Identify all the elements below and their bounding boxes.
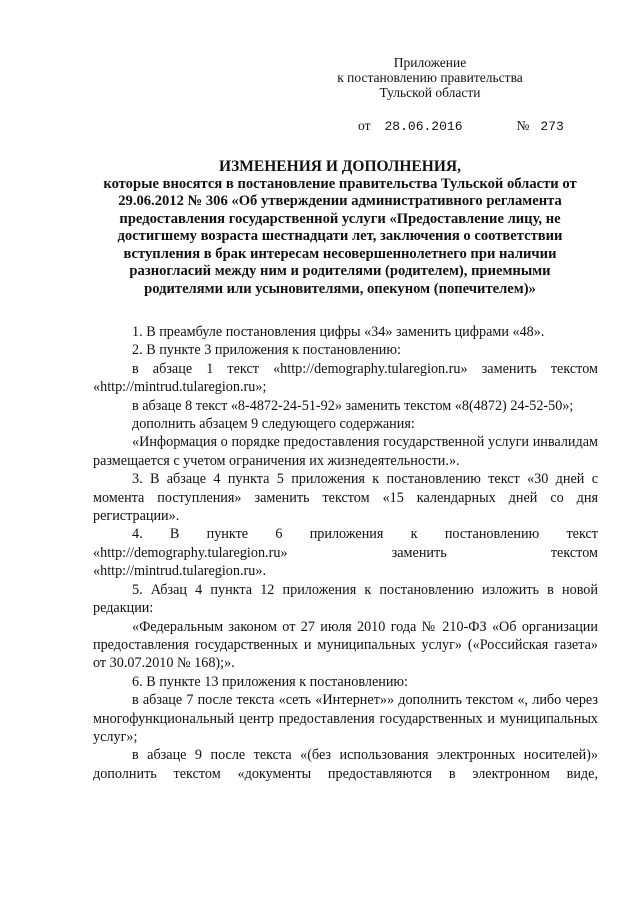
paragraph-3: в абзаце 1 текст «http://demography.tularegion.ru» заменить текстом «http://mintrud.tularegion.ru»; <box>93 360 598 396</box>
title-main: ИЗМЕНЕНИЯ И ДОПОЛНЕНИЯ, <box>219 158 461 175</box>
resolution-number: 273 <box>540 119 564 134</box>
paragraph-12: в абзаце 7 после текста «сеть «Интернет»» дополнить текстом «, либо через многофункциональный центр предоставления государственных и муниципальных услуг»; <box>93 692 598 745</box>
document-title <box>95 158 585 298</box>
paragraph-13: в абзаце 9 после текста «(без использования электронных носителей)» дополнить текстом «документы предоставляются в электронном виде, <box>93 747 598 782</box>
document-body <box>93 323 598 783</box>
paragraph-10: «Федеральным законом от 27 июля 2010 года № 210-ФЗ «Об организации предоставления государственных и муниципальных услуг» («Российская газета» от 30.07.2010 № 168);». <box>93 618 598 672</box>
appendix-region: Тульской области <box>379 85 481 100</box>
paragraph-5: дополнить абзацем 9 следующего содержания: <box>132 416 415 433</box>
paragraph-8-line-3: «http://mintrud.tularegion.ru». <box>93 563 266 580</box>
paragraph-6: «Информация о порядке предоставления государственной услуги инвалидам размещается с учетом ограничения их жизнедеятельности.». <box>93 434 598 469</box>
paragraph-7: 3. В абзаце 4 пункта 5 приложения к постановлению текст «30 дней с момента поступления» заменить текстом «15 календарных дней со дня регистрации». <box>93 471 598 525</box>
paragraph-4: в абзаце 8 текст «8-4872-24-51-92» заменить текстом «8(4872) 24-52-50»; <box>132 397 574 414</box>
paragraph-9: 5. Абзац 4 пункта 12 приложения к постановлению изложить в новой редакции: <box>93 581 598 617</box>
paragraph-1: 1. В преамбуле постановления цифры «34» заменить цифрами «48». <box>132 324 545 340</box>
paragraph-8-line-2: «http://demography.tularegion.ru» заменить текстом <box>93 544 598 561</box>
appendix-resolution-ref: к постановлению правительства <box>337 70 523 85</box>
paragraph-8 <box>93 525 598 580</box>
paragraph-11: 6. В пункте 13 приложения к постановлению: <box>132 673 408 690</box>
title-subtitle: которые вносятся в постановление правительства Тульской области от 29.06.2012 № 306 «Об утверждении административного регламента предоставления государственной услуги «Предоставление лицу, не достигшему возраста шестнадцати лет, заключения о соответствии вступления в брак интересам несовершеннолетнего при наличии разногласий между ним и родителями (родителем), приемными родителями или усыновителями, опекуном (попечителем)» <box>103 175 577 297</box>
paragraph-2: 2. В пункте 3 приложения к постановлению: <box>132 342 401 359</box>
date-number-line <box>358 118 564 134</box>
paragraph-8-line-1: 4. В пункте 6 приложения к постановлению текст <box>132 526 598 543</box>
date-prefix: от <box>358 118 371 133</box>
resolution-date: 28.06.2016 <box>384 119 463 134</box>
appendix-header <box>330 55 530 100</box>
number-sign: № <box>516 118 530 133</box>
appendix-label: Приложение <box>393 55 467 70</box>
